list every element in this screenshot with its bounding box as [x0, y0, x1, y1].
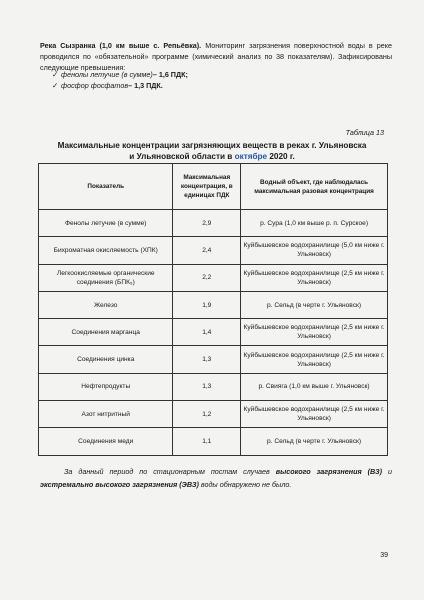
- cell-max-concentration: 2,9: [173, 210, 241, 237]
- cell-max-concentration: 1,1: [173, 428, 241, 455]
- table-title-prefix: и Ульяновской области в: [129, 152, 235, 161]
- table-title-month: октябре: [234, 152, 268, 161]
- footnote-paragraph: [40, 465, 392, 491]
- cell-max-concentration: 1,3: [173, 346, 241, 373]
- cell-indicator: Соединения марганца: [39, 319, 173, 346]
- table-row: [39, 346, 388, 373]
- header-max-concentration: Максимальная концентрация, в единицах ПДК: [173, 164, 241, 210]
- table-title-line1: Максимальные концентрации загрязняющих веществ в реках г. Ульяновска: [57, 141, 367, 150]
- note-bold-vz: высокого загрязнения (ВЗ): [275, 467, 383, 476]
- table-row: [39, 291, 388, 318]
- page-number: 39: [380, 552, 388, 559]
- cell-indicator: Железо: [39, 291, 173, 318]
- table-title: [40, 140, 384, 162]
- exceedance-value: – 1,3 ПДК.: [128, 81, 163, 90]
- cell-indicator: Азот нитритный: [39, 401, 173, 428]
- exceedance-list: [52, 69, 188, 91]
- table-row: [39, 319, 388, 346]
- cell-water-body: Куйбышевское водохранилище (2,5 км ниже г. Ульяновск): [241, 346, 388, 373]
- table-row: [39, 401, 388, 428]
- cell-indicator: Бихроматная окисляемость (ХПК): [39, 237, 173, 264]
- exceedance-name: фенолы летучие (в сумме): [61, 70, 153, 79]
- exceedance-name: фосфор фосфатов: [61, 81, 129, 90]
- note-bold-evz: экстремально высокого загрязнения (ЭВЗ): [40, 480, 199, 489]
- cell-water-body: р. Сура (1,0 км выше р. п. Сурское): [241, 210, 388, 237]
- cell-water-body: Куйбышевское водохранилище (2,5 км ниже г. Ульяновск): [241, 319, 388, 346]
- table-row: [39, 210, 388, 237]
- cell-max-concentration: 1,2: [173, 401, 241, 428]
- cell-max-concentration: 1,9: [173, 291, 241, 318]
- cell-max-concentration: 2,2: [173, 264, 241, 291]
- table-title-suffix: 2020 г.: [267, 152, 295, 161]
- note-text: и: [382, 467, 393, 476]
- header-indicator: Показатель: [39, 164, 173, 210]
- concentration-table: [38, 163, 388, 456]
- checkmark-icon: ✓: [52, 70, 59, 79]
- table-header-row: [39, 164, 388, 210]
- header-water-body: Водный объект, где наблюдалась максимальная разовая концентрация: [241, 164, 388, 210]
- table-title-line2: [40, 151, 384, 162]
- table-row: [39, 428, 388, 455]
- table-number: Таблица 13: [345, 128, 384, 137]
- exceedance-value: – 1,6 ПДК;: [152, 70, 188, 79]
- cell-indicator: Соединения меди: [39, 428, 173, 455]
- cell-indicator: Соединения цинка: [39, 346, 173, 373]
- cell-max-concentration: 2,4: [173, 237, 241, 264]
- cell-water-body: р. Сельд (в черте г. Ульяновск): [241, 291, 388, 318]
- table-row: [39, 264, 388, 291]
- note-text: За данный период по стационарным постам случаев: [64, 467, 276, 476]
- cell-water-body: р. Свияга (1,0 км выше г. Ульяновск): [241, 373, 388, 400]
- cell-max-concentration: 1,3: [173, 373, 241, 400]
- cell-water-body: р. Сельд (в черте г. Ульяновск): [241, 428, 388, 455]
- cell-water-body: Куйбышевское водохранилище (2,5 км ниже г. Ульяновск): [241, 401, 388, 428]
- cell-indicator: Легкоокисляемые органические соединения (БПК₅): [39, 264, 173, 291]
- river-label: Река Сызранка (1,0 км выше с. Репьёвка).: [40, 41, 202, 50]
- table-row: [39, 373, 388, 400]
- intro-text: Мониторинг загрязнения поверхностной воды в реке проводился по «обязательной» программе (химический анализ по 38 показателям). Зафиксированы следующие превышения:: [40, 41, 392, 72]
- list-item: [52, 80, 188, 91]
- table-row: [39, 237, 388, 264]
- checkmark-icon: ✓: [52, 81, 59, 90]
- cell-indicator: Нефтепродукты: [39, 373, 173, 400]
- cell-max-concentration: 1,4: [173, 319, 241, 346]
- cell-water-body: Куйбышевское водохранилище (5,0 км ниже г. Ульяновск): [241, 237, 388, 264]
- cell-indicator: Фенолы летучие (в сумме): [39, 210, 173, 237]
- note-text: воды обнаружено не было.: [198, 480, 292, 489]
- list-item: [52, 69, 188, 80]
- cell-water-body: Куйбышевское водохранилище (2,5 км ниже г. Ульяновск): [241, 264, 388, 291]
